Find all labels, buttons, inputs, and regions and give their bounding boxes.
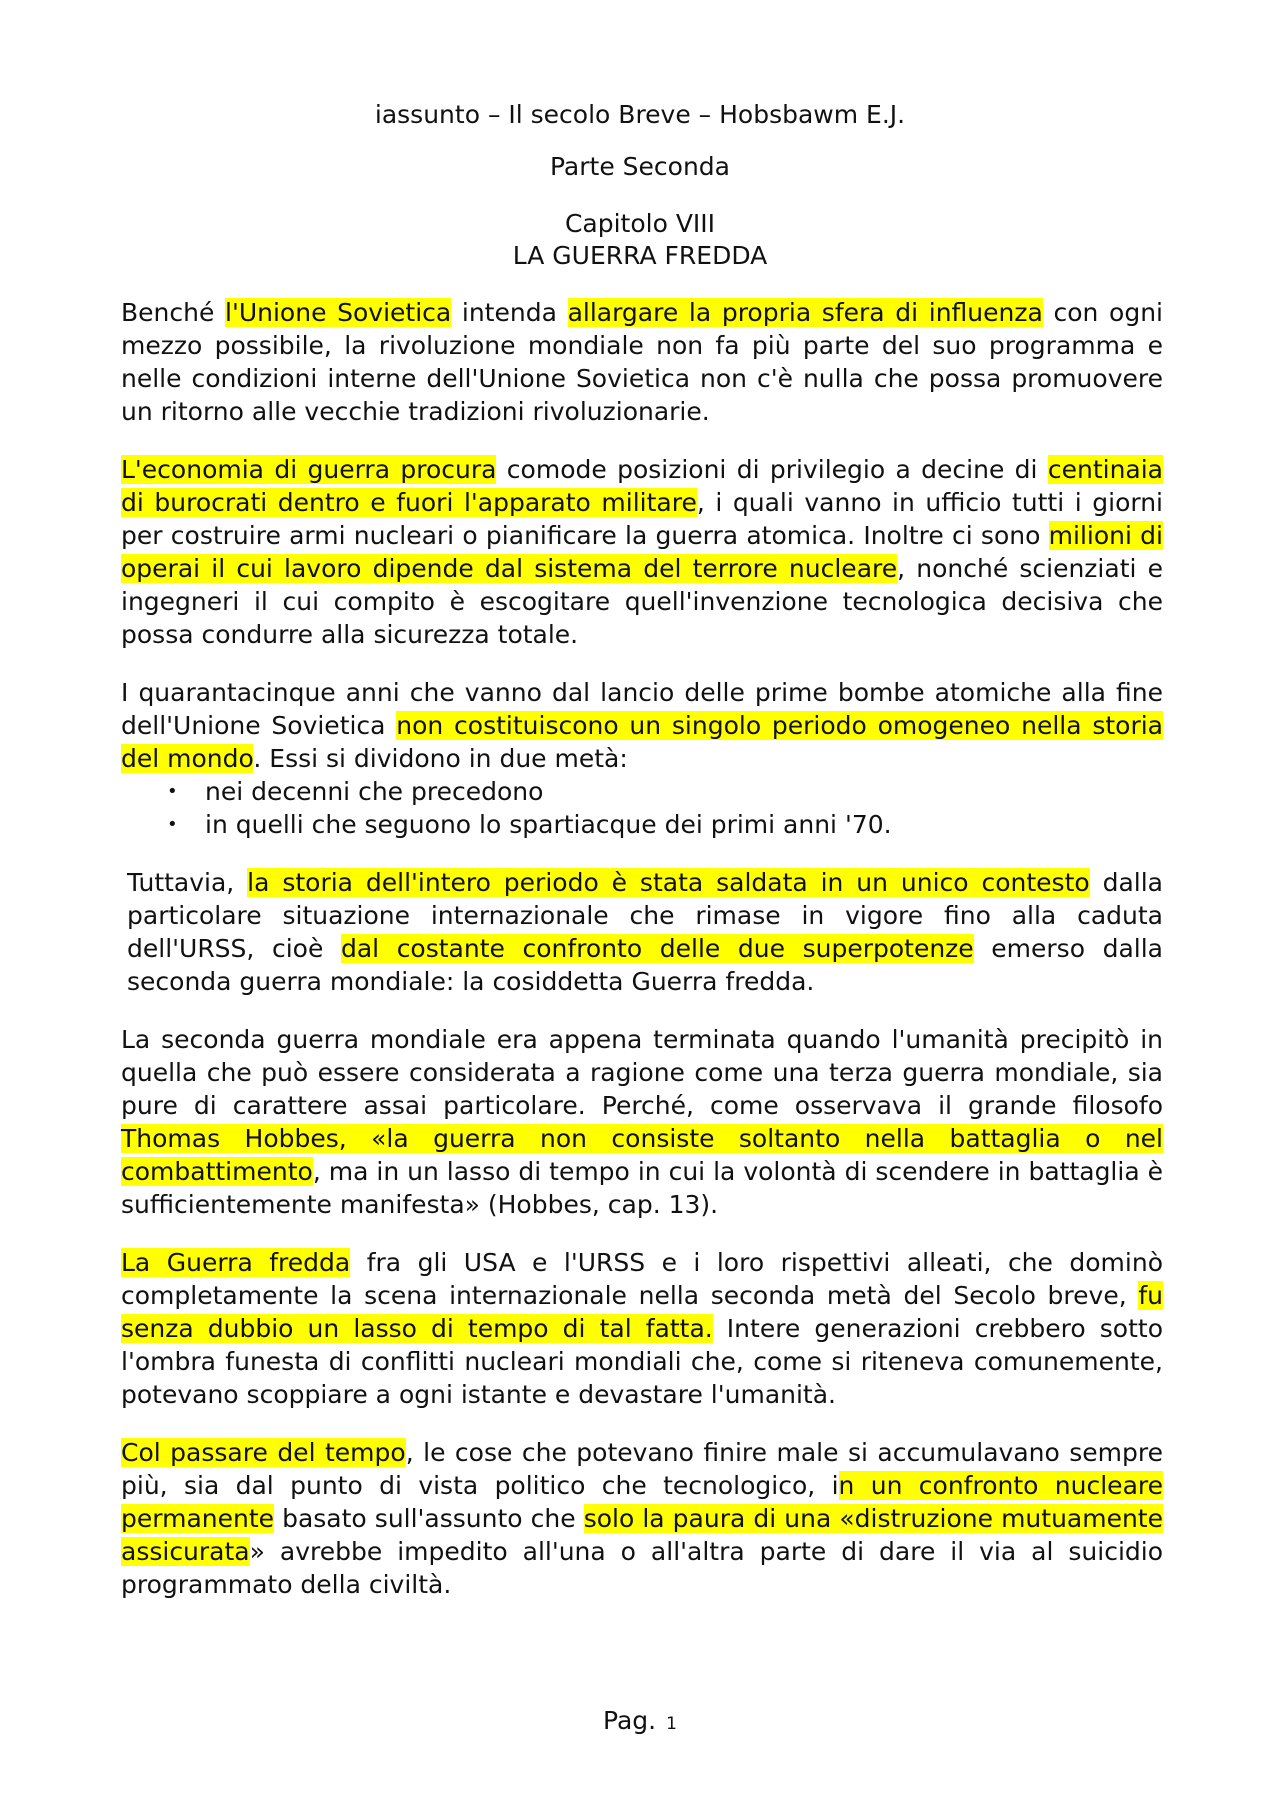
bullet-item: • in quelli che seguono lo spartiacque dei primi anni '70. bbox=[205, 808, 1163, 841]
page-number: 1 bbox=[666, 1714, 677, 1734]
text-run: I quarantacinque anni che vanno dal lancio delle prime bombe atomiche alla fine dell'Unione Sovietica bbox=[121, 678, 1163, 740]
highlight: L'economia di guerra procura bbox=[121, 455, 497, 484]
highlight: allargare la propria sfera di influenza bbox=[567, 298, 1043, 327]
chapter-heading: Capitolo VIII bbox=[564, 209, 716, 238]
document-body bbox=[121, 296, 1163, 1626]
text-run: basato sull'assunto che bbox=[274, 1504, 584, 1533]
text-run: fra gli USA e l'URSS e i loro rispettivi alleati, che dominò completamente la scena internazionale nella seconda metà del Secolo breve, bbox=[121, 1248, 1163, 1310]
highlight: la storia dell'intero periodo è stata saldata in un unico contesto bbox=[247, 868, 1090, 897]
paragraph-1 bbox=[121, 296, 1163, 428]
paragraph-2 bbox=[121, 453, 1163, 651]
page-footer bbox=[0, 1706, 1280, 1735]
highlight: non costituiscono un singolo periodo omogeneo nella storia del mondo bbox=[121, 711, 1163, 773]
text-run: Intere generazioni crebbero sotto l'ombra funesta di conflitti nucleari mondiali che, come si riteneva comunemente, potevano scoppiare a ogni istante e devastare l'umanità. bbox=[121, 1314, 1163, 1409]
document-title: iassunto – Il secolo Breve – Hobsbawm E.J. bbox=[374, 100, 906, 129]
page-label: Pag. bbox=[603, 1706, 657, 1735]
highlight: dal costante confronto delle due superpotenze bbox=[340, 934, 974, 963]
paragraph-5 bbox=[121, 1023, 1163, 1221]
highlight: l'Unione Sovietica bbox=[225, 298, 452, 327]
paragraph-3 bbox=[121, 676, 1163, 775]
text-run: » avrebbe impedito all'una o all'altra parte di dare il via al suicidio programmato della civiltà. bbox=[121, 1537, 1163, 1599]
paragraph-7 bbox=[121, 1436, 1163, 1601]
highlight: n un confronto nucleare permanente bbox=[121, 1471, 1163, 1533]
highlight: Thomas Hobbes, «la guerra non consiste soltanto nella battaglia o nel combattimento bbox=[121, 1124, 1163, 1186]
paragraph-6 bbox=[121, 1246, 1163, 1411]
text-run: emerso dalla seconda guerra mondiale: la cosiddetta Guerra fredda. bbox=[127, 934, 1164, 996]
text-run: comode posizioni di privilegio a decine di bbox=[496, 455, 1048, 484]
highlight: Col passare del tempo bbox=[121, 1438, 406, 1467]
highlight: centinaia di burocrati dentro e fuori l'apparato militare bbox=[121, 455, 1163, 517]
text-run: dalla particolare situazione internazionale che rimase in vigore fino alla caduta dell'URSS, cioè bbox=[127, 868, 1163, 963]
highlight: La Guerra fredda bbox=[121, 1248, 351, 1277]
chapter-title: LA GUERRA FREDDA bbox=[512, 241, 768, 270]
text-run: intenda bbox=[451, 298, 568, 327]
text-run: , le cose che potevano finire male si accumulavano sempre più, sia dal punto di vista politico che tecnologico, i bbox=[121, 1438, 1164, 1500]
paragraph-4 bbox=[127, 866, 1163, 998]
text-run: Tuttavia, bbox=[127, 868, 248, 897]
highlight: milioni di operai il cui lavoro dipende dal sistema del terrore nucleare bbox=[121, 521, 1163, 583]
text-run: , i quali vanno in ufficio tutti i giorni per costruire armi nucleari o pianificare la guerra atomica. Inoltre ci sono bbox=[121, 488, 1164, 550]
part-heading: Parte Seconda bbox=[549, 152, 730, 181]
highlight: fu senza dubbio un lasso di tempo di tal fatta. bbox=[121, 1281, 1163, 1343]
text-run: . Essi si dividono in due metà: bbox=[253, 744, 628, 773]
bullet-list bbox=[121, 775, 1163, 841]
highlight: solo la paura di una «distruzione mutuamente assicurata bbox=[121, 1504, 1163, 1566]
text-run: con ogni mezzo possibile, la rivoluzione mondiale non fa più parte del suo programma e nelle condizioni interne dell'Unione Sovietica non c'è nulla che possa promuovere un ritorno alle vecchie tradizioni rivoluzionarie. bbox=[121, 298, 1163, 426]
text-run: , ma in un lasso di tempo in cui la volontà di scendere in battaglia è sufficientemente manifesta» (Hobbes, cap. 13). bbox=[121, 1157, 1163, 1219]
text-run: La seconda guerra mondiale era appena terminata quando l'umanità precipitò in quella che può essere considerata a ragione come una terza guerra mondiale, sia pure di carattere assai particolare. Perché, come osservava il grande filosofo bbox=[121, 1025, 1163, 1120]
bullet-item: • nei decenni che precedono bbox=[205, 775, 1163, 808]
text-run: Benché bbox=[121, 298, 226, 327]
text-run: , nonché scienziati e ingegneri il cui compito è escogitare quell'invenzione tecnologica decisiva che possa condurre alla sicurezza totale. bbox=[121, 554, 1163, 649]
